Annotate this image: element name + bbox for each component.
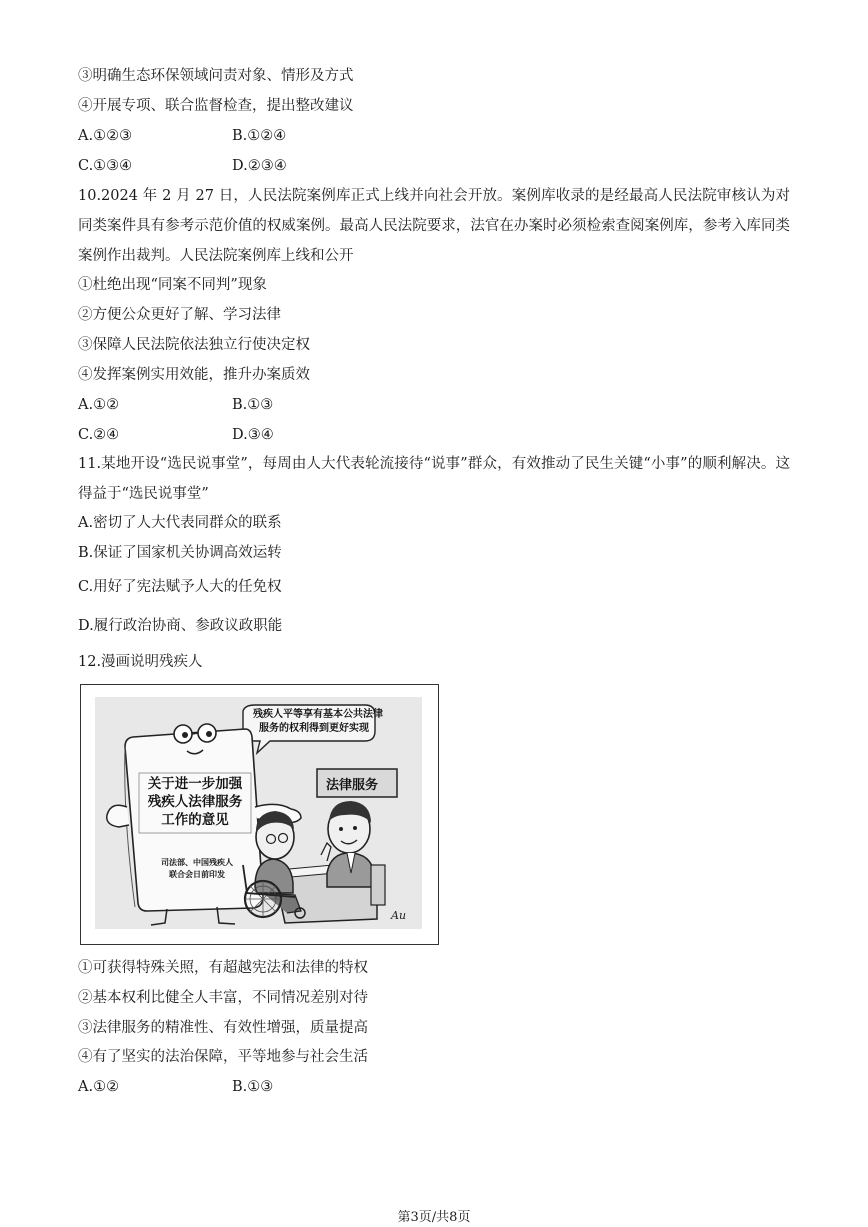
document-title-line-2: 残疾人法律服务 xyxy=(147,794,243,810)
q10-option-2: ②方便公众更好了解、学习法律 xyxy=(78,307,281,323)
q11-choice-c: C.用好了宪法赋予人大的任免权 xyxy=(78,579,282,595)
comic-illustration xyxy=(80,684,439,945)
q12-option-2: ②基本权利比健全人丰富，不同情况差别对待 xyxy=(78,990,368,1006)
q12-option-4: ④有了坚实的法治保障，平等地参与社会生活 xyxy=(78,1049,368,1065)
document-issuer-line-2: 联合会日前印发 xyxy=(169,870,225,879)
q9-choice-c: C.①③④ xyxy=(78,158,133,174)
q12-choice-b: B.①③ xyxy=(232,1079,274,1095)
comic-panel xyxy=(95,697,422,929)
page-footer: 第3页/共8页 xyxy=(397,1210,471,1225)
q10-option-3: ③保障人民法院依法独立行使决定权 xyxy=(78,337,310,353)
q9-choice-a: A.①②③ xyxy=(78,128,133,144)
document-title-line-1: 关于进一步加强 xyxy=(147,776,243,792)
q10-stem: 10.2024 年 2 月 27 日，人民法院案例库正式上线并向社会开放。案例库收录的是经最高人民法院审核认为对同类案件具有参考示范价值的权威案例。最高人民法院要求，法官在办案时必须检索查阅案例库，参考入库同类案例作出裁判。人民法院案例库上线和公开 xyxy=(78,188,790,264)
document-title-line-3: 工作的意见 xyxy=(161,812,229,828)
q12-option-3: ③法律服务的精准性、有效性增强，质量提高 xyxy=(78,1020,368,1036)
q9-choice-b: B.①②④ xyxy=(232,128,287,144)
q12-choice-a: A.①② xyxy=(78,1079,120,1095)
q10-option-4: ④发挥案例实用效能，推升办案质效 xyxy=(78,367,310,383)
artist-signature: Au xyxy=(391,909,407,922)
q12-option-1: ①可获得特殊关照，有超越宪法和法律的特权 xyxy=(78,960,368,976)
q11-choice-d: D.履行政治协商、参政议政职能 xyxy=(78,618,283,634)
bubble-text-line-1: 残疾人平等享有基本公共法律 xyxy=(253,709,383,720)
q10-choice-a: A.①② xyxy=(78,397,120,413)
document-issuer-line-1: 司法部、中国残疾人 xyxy=(161,858,233,867)
q10-choice-c: C.②④ xyxy=(78,427,120,443)
q10-option-1: ①杜绝出现“同案不同判”现象 xyxy=(78,277,267,293)
q12-stem: 12.漫画说明残疾人 xyxy=(78,654,203,670)
q11-choice-b: B.保证了国家机关协调高效运转 xyxy=(78,545,282,561)
legal-service-sign: 法律服务 xyxy=(326,778,379,793)
bubble-text-line-2: 服务的权利得到更好实现 xyxy=(259,723,369,734)
q9-choice-d: D.②③④ xyxy=(232,158,287,174)
q11-choice-a: A.密切了人大代表同群众的联系 xyxy=(78,515,282,531)
q10-choice-d: D.③④ xyxy=(232,427,274,443)
q9-option-4: ④开展专项、联合监督检查，提出整改建议 xyxy=(78,98,354,114)
q9-option-3: ③明确生态环保领域问责对象、情形及方式 xyxy=(78,68,354,84)
q11-stem: 11.某地开设“选民说事堂”，每周由人大代表轮流接待“说事”群众，有效推动了民生关键“小事”的顺利解决。这得益于“选民说事堂” xyxy=(78,456,790,502)
q10-choice-b: B.①③ xyxy=(232,397,274,413)
